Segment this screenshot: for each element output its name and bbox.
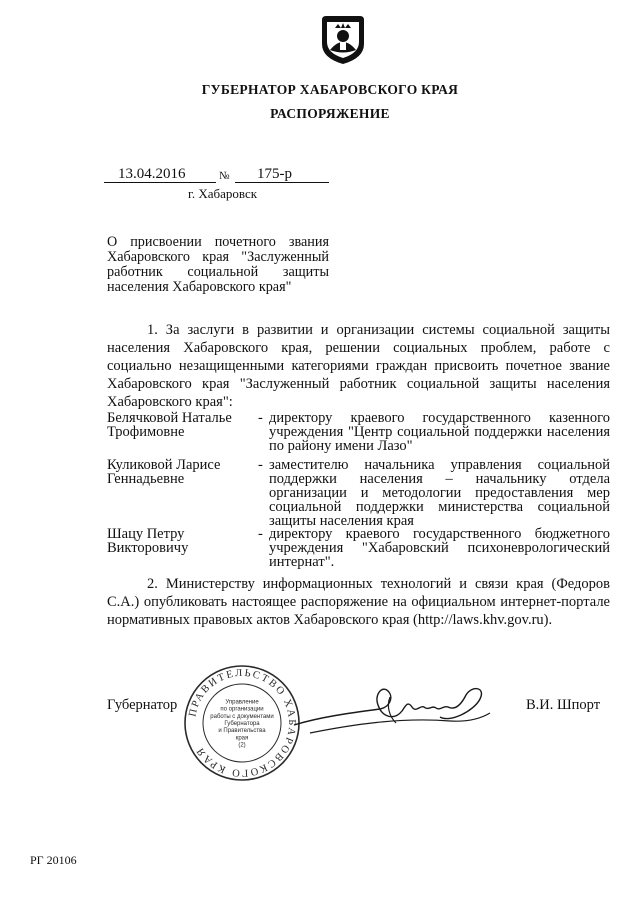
seal-center-line: работы с документами — [210, 713, 274, 720]
seal-center-line: и Правительства — [218, 728, 266, 735]
seal-center-line: по организации — [220, 706, 264, 713]
document-type-title: РАСПОРЯЖЕНИЕ — [270, 106, 390, 121]
awardee-position: заместителю начальника управления социальной поддержки населения – начальнику отдела организации и методологии предоставления мер социальной поддержки министерства социальной защиты населения края — [269, 457, 610, 529]
awardee-position: директору краевого государственного казенного учреждения "Центр социальной поддержки населения по району имени Лазо" — [269, 410, 610, 454]
seal-center-line: Управление — [225, 699, 259, 706]
awardee-position: директору краевого государственного бюджетного учреждения "Хабаровский психоневрологический интернат". — [269, 526, 610, 570]
awardee-dash: - — [258, 410, 263, 426]
document-number: 175-р — [257, 166, 292, 182]
awardee-name: Куликовой Ларисе Геннадьевне — [107, 457, 221, 487]
awardee-name: Белячковой Наталье Трофимовне — [107, 410, 232, 440]
coat-of-arms-emblem — [318, 14, 368, 66]
official-seal-stamp — [182, 663, 302, 783]
awardee-dash: - — [258, 457, 263, 473]
subject-line: О присвоении почетного звания — [107, 234, 329, 250]
awardee-name: Шацу Петру Викторовичу — [107, 526, 189, 556]
seal-center-line: Губернатора — [224, 721, 260, 727]
svg-text:ПРАВИТЕЛЬСТВО ХАБАРОВСКОГО КРА: ПРАВИТЕЛЬСТВО ХАБАРОВСКОГО КРАЯ — [187, 667, 298, 779]
signatory-name: В.И. Шпорт — [526, 697, 601, 713]
document-subject — [107, 235, 329, 295]
subject-line: работник социальной защиты — [107, 264, 329, 280]
date-underline — [104, 182, 216, 183]
subject-line: Хабаровского края "Заслуженный — [107, 249, 329, 265]
paragraph-1: 1. За заслуги в развитии и организации системы социальной защиты населения Хабаровского края, решении социальных проблем, работе с социально незащищенными категориями граждан присвоить почетное звание Хабаровского края "Заслуженный работник социальной защиты населения Хабаровского края": — [107, 322, 610, 410]
paragraph-2: 2. Министерству информационных технологий и связи края (Федоров С.А.) опубликовать настоящее распоряжение на официальном интернет-портале нормативных правовых актов Хабаровского края (http://laws.khv.gov.ru). — [107, 576, 610, 628]
seal-center-line: края — [235, 735, 249, 742]
handwritten-signature — [290, 677, 495, 739]
number-sign: № — [219, 170, 230, 182]
signatory-role: Губернатор — [107, 697, 178, 713]
awardee-dash: - — [258, 526, 263, 542]
seal-center-line: (2) — [238, 742, 246, 749]
number-underline — [235, 182, 329, 183]
issuer-title: ГУБЕРНАТОР ХАБАРОВСКОГО КРАЯ — [201, 82, 459, 97]
document-registration-code: РГ 20106 — [30, 853, 77, 867]
document-date: 13.04.2016 — [118, 166, 186, 182]
subject-line: населения Хабаровского края" — [107, 279, 292, 295]
issue-city: г. Хабаровск — [188, 186, 258, 201]
